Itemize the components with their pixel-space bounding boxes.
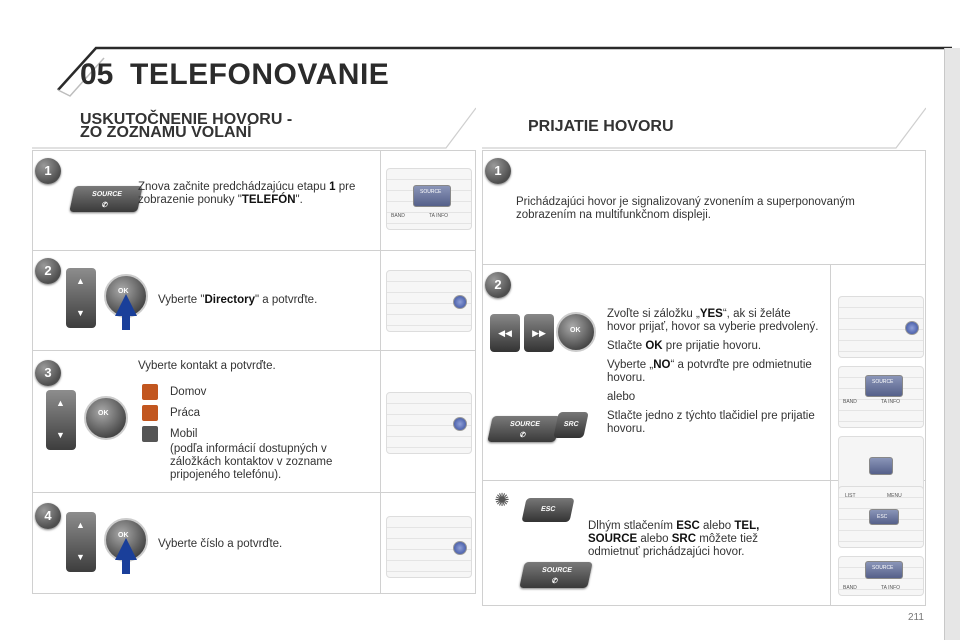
arrow-down-icon: ▼ [76,308,85,318]
right-row-separator [482,264,926,265]
source-button[interactable]: SOURCE ✆ [519,562,593,588]
arrow-down-icon: ▼ [76,552,85,562]
source-button[interactable]: SOURCE ✆ [487,416,561,442]
left-step3-intro: Vyberte kontakt a potvrďte. [138,360,276,372]
right-column-divider [830,264,831,606]
left-step2-text: Vyberte "Directory" a potvrďte. [158,294,318,306]
header-swoosh [0,0,960,110]
right-step1-text: Prichádzajúci hovor je signalizovaný zvonením a superponovaným zobrazením na multifunkčnom displeji. [516,196,855,221]
mobile-icon [142,426,158,442]
arrow-down-icon: ▼ [56,430,65,440]
console-esc-image: LIST MENU ESC [838,486,924,548]
esc-button[interactable]: ESC [521,498,574,522]
home-icon [142,384,158,400]
phone-icon: ✆ [100,202,109,209]
step-number-badge: 3 [35,360,61,386]
left-step1-text: Znova začnite predchádzajúcu etapu 1 pre zobrazenie ponuky "TELEFÓN". [138,181,356,206]
step-number-badge: 1 [35,158,61,184]
phone-icon: ✆ [518,432,527,439]
console-source-image: SOURCE BAND TA INFO [838,556,924,596]
right-section-title: PRIJATIE HOVORU [528,118,674,135]
step-number-badge: 1 [485,158,511,184]
contact-type-work: Práca [170,407,201,419]
left-section-title: USKUTOČNENIE HOVORU - ZO ZOZNAMU VOLANÍ [80,111,293,141]
console-source-image: SOURCE BAND TA INFO [386,168,472,230]
page-number: 211 [908,612,924,623]
contact-type-home: Domov [170,386,207,398]
arrow-up-icon: ▲ [76,520,85,530]
step-number-badge: 4 [35,503,61,529]
console-knob-image [838,296,924,358]
src-button[interactable]: SRC [553,412,589,438]
step-number-badge: 2 [35,258,61,284]
arrow-up-icon: ▲ [56,398,65,408]
phone-icon: ✆ [550,578,559,585]
left-row-separator [32,350,476,351]
console-source-image: SOURCE BAND TA INFO [838,366,924,428]
forward-button[interactable]: ▶▶ [524,314,554,352]
page-edge-bar [944,48,960,640]
left-row-separator [32,492,476,493]
chapter-number: 05 [80,58,114,91]
rewind-button[interactable]: ◀◀ [490,314,520,352]
console-knob-image [386,392,472,454]
right-step2-text: Zvoľte si záložku „YES“, ak si želáte hovor prijať, hovor sa vyberie predvolený. Stlačte OK pre prijatie hovoru. Vyberte „NO“ a potvrďte pre odmietnutie hovoru. alebo Stlačte jedno z týchto tlačidiel pre prijatie hovoru. [607,308,819,435]
page-title: TELEFONOVANIE [130,58,390,91]
console-knob-image [386,270,472,332]
left-row-separator [32,250,476,251]
work-icon [142,405,158,421]
right-tip-text: Dlhým stlačením ESC alebo TEL, SOURCE alebo SRC môžete tiež odmietnuť prichádzajúci hovor. [588,520,760,558]
left-column-divider [380,150,381,594]
arrow-up-icon: ▲ [76,276,85,286]
source-button[interactable]: SOURCE ✆ [69,186,143,212]
left-step4-text: Vyberte číslo a potvrďte. [158,538,283,550]
contact-types-note: (podľa informácií dostupných v záložkách kontaktov v zozname pripojeného telefónu). [170,443,333,481]
ok-knob-control[interactable]: ▲ ▼ OK [66,512,162,572]
step-number-badge: 2 [485,272,511,298]
console-knob-image [386,516,472,578]
ok-knob-control[interactable]: ▲ ▼ OK [66,268,162,328]
steering-buttons[interactable]: ◀◀ ▶▶ OK [490,312,598,356]
tip-icon: ✺ [494,490,510,510]
ok-knob-control[interactable]: ▲ ▼ OK [46,390,142,450]
contact-type-mobile: Mobil [170,428,198,440]
